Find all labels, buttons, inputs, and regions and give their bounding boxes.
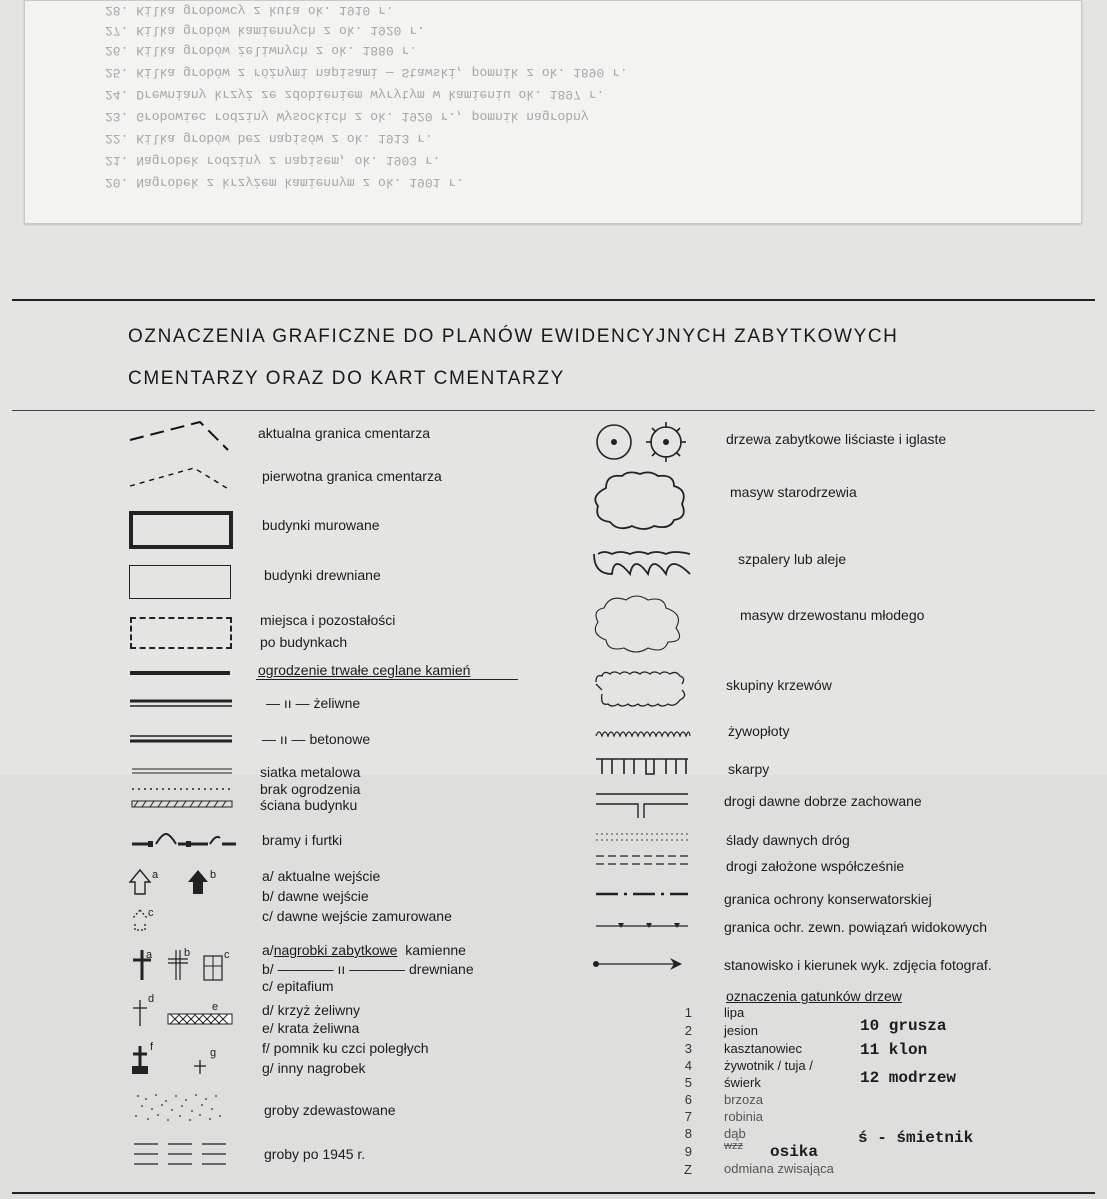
photo-station-symbol (590, 954, 690, 974)
svg-text:e: e (212, 1001, 219, 1013)
brick-building-symbol (129, 511, 233, 549)
legend-label: drogi dawne dobrze zachowane (724, 793, 922, 809)
legend-label: b/ dawne wejście (262, 888, 369, 904)
species-name: odmiana zwisająca (724, 1161, 834, 1176)
legend-label: a/ aktualne wejście (262, 868, 381, 884)
legend-label: aktualna granica cmentarza (258, 425, 430, 441)
species-number: 8 (684, 1126, 692, 1141)
stone-fence-symbol (130, 671, 230, 675)
old-roads-symbol (592, 790, 692, 820)
svg-text:a: a (152, 869, 159, 881)
species-number: 6 (684, 1092, 692, 1107)
legend-label: c/ dawne wejście zamurowane (262, 908, 452, 924)
road-traces-symbol (592, 830, 692, 844)
view-border-symbol (592, 918, 692, 934)
legend-label (262, 942, 466, 958)
monument-a-prefix: a/ (262, 942, 274, 958)
species-name: dąb (724, 1126, 746, 1141)
legend-label: — ıı — betonowe (262, 731, 371, 747)
monument-symbols (128, 946, 240, 986)
species-name: brzoza (724, 1092, 764, 1107)
species-name: jesion (724, 1023, 758, 1038)
species-extra: ś - śmietnik (858, 1129, 974, 1147)
fence-types-symbols (128, 765, 234, 813)
mirrored-text-line: 21. Nagrobek rodziny z napisem, ok. 1903 r. (105, 153, 441, 168)
legend-label: stanowisko i kierunek wyk. zdjęcia fotograf. (724, 957, 992, 973)
species-number: 2 (684, 1023, 692, 1038)
mirrored-text-line: 28. Kilka grobowcy z kuta ok. 1910 r. (105, 3, 394, 18)
modern-roads-symbol (592, 852, 692, 868)
trees-symbol (594, 418, 700, 466)
mirrored-text-line: 26. Kilka grobów żeliwnych z ok. 1880 r. (105, 43, 418, 58)
species-extra: 10 grusza (860, 1017, 947, 1035)
species-number: 9 (684, 1144, 692, 1159)
page-title-line1: OZNACZENIA GRAFICZNE DO PLANÓW EWIDENCYJNYCH ZABYTKOWYCH (128, 326, 899, 347)
conservation-border-symbol (592, 888, 692, 900)
svg-text:c: c (224, 949, 230, 961)
underline-rule (256, 679, 518, 680)
iron-fence-symbol (128, 698, 234, 710)
building-remains-symbol (130, 617, 232, 649)
shrub-groups-symbol (592, 668, 692, 710)
species-number: 7 (684, 1109, 692, 1124)
legend-label: — ıı — żeliwne (266, 695, 361, 711)
mirrored-text-line: 27. Kilka grobów kamiennych z ok. 1920 r. (105, 23, 425, 38)
svg-text:c: c (148, 907, 154, 919)
legend-label: b/ ———— ıı ———— drewniane (262, 961, 474, 977)
legend-label: szpalery lub aleje (738, 551, 847, 567)
gates-symbol (128, 828, 238, 852)
legend-label: granica ochrony konserwatorskiej (724, 891, 932, 907)
legend-label: ściana budynku (260, 797, 358, 813)
monument-a-suffix: kamienne (405, 942, 466, 958)
slopes-symbol (594, 756, 690, 780)
devastated-graves-symbol (128, 1090, 240, 1126)
wooden-building-symbol (129, 565, 231, 599)
legend-label: f/ pomnik ku czci poległych (262, 1040, 429, 1056)
legend-label: drzewa zabytkowe liściaste i iglaste (726, 431, 947, 447)
species-number: 4 (684, 1058, 692, 1073)
svg-text:g: g (210, 1047, 217, 1059)
mirrored-text-line: 25. Kilka grobów z różnymi napisami — Stawski, pomnik z ok. 1890 r. (105, 65, 628, 80)
legend-label: groby po 1945 r. (264, 1146, 366, 1162)
species-name: świerk (724, 1075, 761, 1090)
post1945-graves-symbol (128, 1138, 240, 1174)
legend-label: ogrodzenie trwałe ceglane kamień (258, 662, 471, 678)
svg-text:b: b (210, 869, 217, 881)
svg-text:f: f (150, 1041, 154, 1053)
legend-label: skarpy (728, 761, 770, 777)
mirrored-text-line: 24. Drewniany krzyż ze zdobieniem wyrytym w kamieniu ok. 1897 r. (105, 87, 605, 102)
species-name: żywotnik / tuja / (724, 1058, 813, 1073)
old-tree-mass-symbol (588, 468, 694, 534)
top-rule (12, 299, 1095, 301)
alley-symbol (590, 544, 696, 584)
bottom-rule (12, 1192, 1095, 1194)
legend-label: masyw starodrzewia (730, 484, 857, 500)
legend-label: pierwotna granica cmentarza (262, 468, 442, 484)
species-extra: 11 klon (860, 1041, 928, 1059)
legend-label: siatka metalowa (260, 764, 361, 780)
legend-label: masyw drzewostanu młodego (740, 607, 925, 623)
header-rule (12, 410, 1095, 411)
svg-text:b: b (184, 947, 191, 959)
legend-label: granica ochr. zewn. powiązań widokowych (724, 919, 988, 935)
legend-label: drogi założone współcześnie (726, 858, 905, 874)
legend-label: budynki drewniane (264, 567, 381, 583)
species-number: 1 (684, 1005, 692, 1020)
legend-label: ślady dawnych dróg (726, 832, 850, 848)
species-number: 5 (684, 1075, 692, 1090)
legend-label: c/ epitafium (262, 978, 334, 994)
monument-a-title: nagrobki zabytkowe (273, 942, 398, 958)
hedges-symbol (594, 726, 692, 740)
species-title: oznaczenia gatunków drzew (726, 988, 902, 1004)
mirrored-text-line: 23. Grobowiec rodziny Wysockich z ok. 1920 r., pomnik nagrobny (105, 109, 589, 124)
species-number: 3 (684, 1041, 692, 1056)
concrete-fence-symbol (128, 733, 234, 745)
legend-label: miejsca i pozostałości (260, 612, 396, 628)
species-name: osika (770, 1143, 819, 1161)
iron-cross-grate-symbols (128, 990, 240, 1030)
species-extra: 12 modrzew (860, 1069, 957, 1087)
legend-label: g/ inny nagrobek (262, 1060, 366, 1076)
legend-label: groby zdewastowane (264, 1102, 396, 1118)
svg-text:d: d (148, 993, 155, 1005)
legend-label: budynki murowane (262, 517, 380, 533)
entrance-symbols (126, 866, 236, 942)
species-strike: wzz (724, 1140, 743, 1152)
species-name: lipa (724, 1005, 745, 1020)
memorial-other-symbols (128, 1038, 240, 1078)
legend-label: bramy i furtki (262, 832, 343, 848)
young-tree-mass-symbol (588, 590, 690, 658)
svg-text:a: a (146, 949, 153, 961)
species-name: robinia (724, 1109, 764, 1124)
legend-label: d/ krzyż żeliwny (262, 1002, 361, 1018)
legend-label: brak ogrodzenia (260, 781, 361, 797)
previous-page-card (24, 0, 1082, 224)
mirrored-text-line: 22. Kilka grobów bez napisów z ok. 1913 r. (105, 131, 433, 146)
legend-label: e/ krata żeliwna (262, 1020, 360, 1036)
legend-label: skupiny krzewów (726, 677, 832, 693)
current-boundary-symbol (126, 416, 236, 456)
page-title-line2: CMENTARZY ORAZ DO KART CMENTARZY (128, 368, 565, 389)
species-name: kasztanowiec (724, 1041, 803, 1056)
original-boundary-symbol (126, 460, 236, 500)
legend-label: żywopłoty (728, 723, 790, 739)
species-number: Z (684, 1162, 692, 1177)
legend-label: po budynkach (260, 634, 348, 650)
mirrored-text-line: 20. Nagrobek z krzyżem kamiennym z ok. 1901 r. (105, 175, 464, 190)
